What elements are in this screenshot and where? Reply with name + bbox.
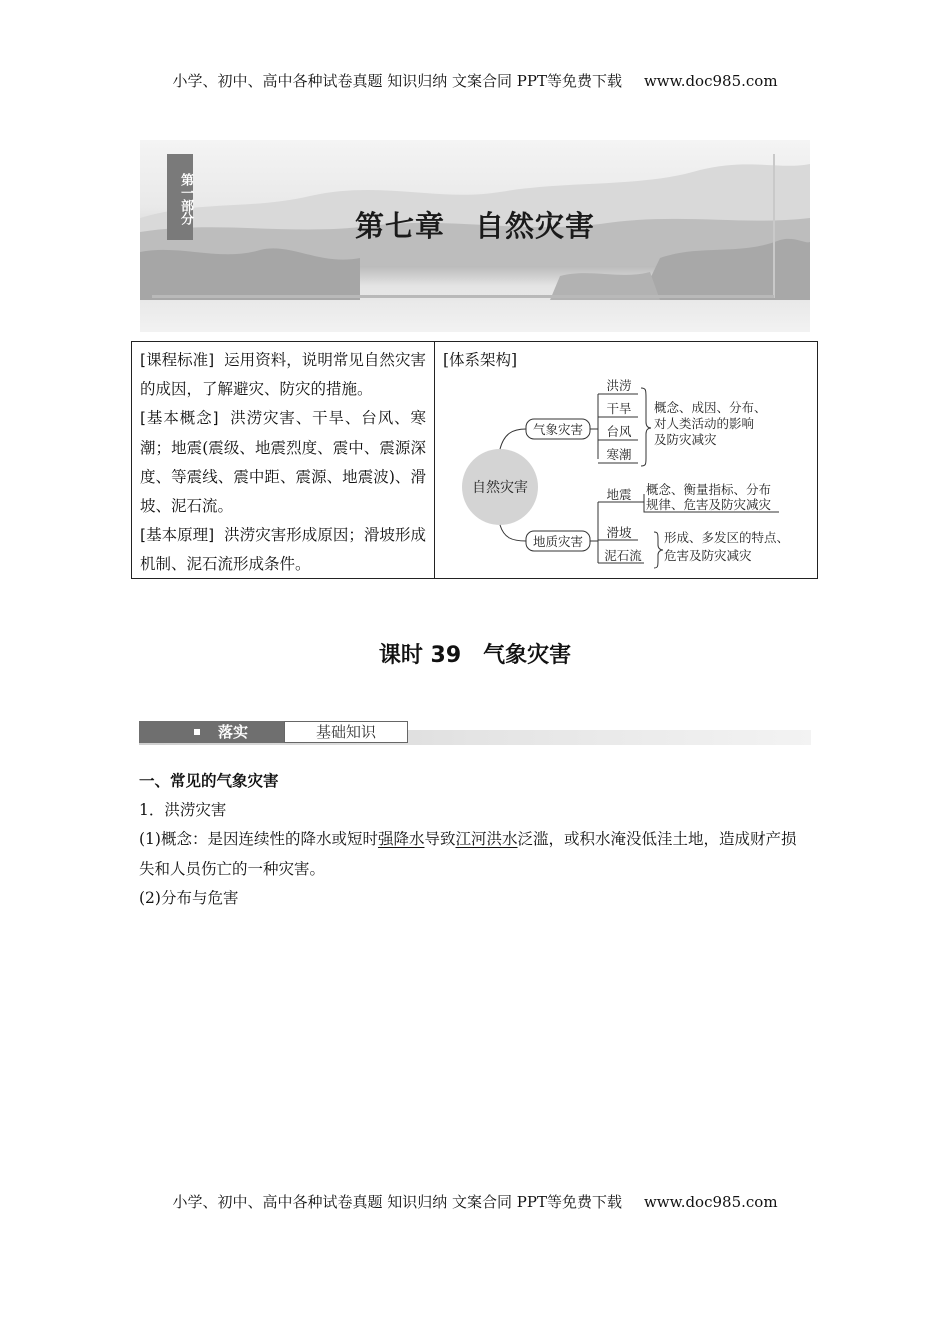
footer-site[interactable]: www.doc985.com (643, 1193, 778, 1211)
branch-geological-label: 地质灾害 (532, 534, 584, 549)
header-text: 小学、初中、高中各种试卷真题 知识归纳 文案合同 PPT等免费下载 (172, 72, 622, 90)
chapter-title: 第七章 自然灾害 (354, 209, 595, 243)
item-landslide: 滑坡 (606, 525, 632, 540)
banner-frame-bottom (152, 295, 774, 298)
item-earthquake: 地震 (606, 487, 632, 502)
paragraph-1 (139, 825, 811, 884)
item-coldwave: 寒潮 (606, 447, 632, 462)
basic-concepts-text: 洪涝灾害、干旱、台风、寒潮；地震(震级、地震烈度、震中、震源深度、等震线、震中距、震源、地震波)、滑坡、泥石流。 (140, 409, 426, 516)
other-note-2: 危害及防灾减灾 (664, 548, 752, 563)
basic-principles-label: [基本原理] (140, 526, 215, 545)
section-strip (139, 719, 811, 747)
p1-underline-1: 强降水 (377, 830, 425, 848)
system-column (434, 342, 819, 578)
item-flood: 洪涝 (606, 378, 632, 393)
square-bullet-icon (194, 729, 200, 735)
footer-text: 小学、初中、高中各种试卷真题 知识归纳 文案合同 PPT等免费下载 (172, 1193, 622, 1211)
paragraph-2: (2)分布与危害 (139, 889, 239, 907)
heading-text: 一、常见的气象灾害 (139, 772, 279, 790)
page-header (0, 70, 950, 91)
root-label: 自然灾害 (472, 480, 528, 496)
strip-left (139, 721, 284, 743)
p1-mid: 导致 (424, 830, 456, 848)
mind-map (434, 342, 819, 578)
system-label: [体系架构] (443, 351, 518, 369)
item-1: 1．洪涝灾害 (139, 801, 227, 819)
basic-concepts-label: [基本概念] (140, 409, 219, 428)
overview-box (131, 341, 818, 579)
course-standard-label: [课程标准] (140, 351, 215, 369)
item-debris-flow: 泥石流 (604, 548, 642, 563)
meteorological-note-3: 及防灾减灾 (654, 432, 717, 447)
meteorological-note-1: 概念、成因、分布、 (654, 400, 767, 415)
header-site[interactable]: www.doc985.com (643, 72, 778, 90)
p1-prefix: (1)概念：是因连续性的降水或短时 (139, 830, 378, 848)
earthquake-note-2: 规律、危害及防灾减灾 (646, 497, 772, 512)
item-typhoon: 台风 (606, 424, 632, 439)
strip-left-label: 落实 (218, 723, 249, 741)
earthquake-note-1: 概念、衡量指标、分布 (646, 482, 772, 497)
p1-underline-2: 江河洪水 (455, 830, 518, 848)
lesson-title: 课时 39 气象灾害 (378, 643, 572, 668)
standards-column (140, 346, 426, 580)
basic-principles-text: 洪涝灾害形成原因；滑坡形成机制、泥石流形成条件。 (140, 526, 426, 574)
chapter-banner (140, 140, 810, 332)
branch-meteorological-label: 气象灾害 (532, 422, 584, 437)
meteorological-note-2: 对人类活动的影响 (654, 416, 755, 431)
part-tag: 第一部分 (167, 154, 193, 240)
strip-right: 基础知识 (284, 721, 408, 743)
p1-suffix: 泛滥，或积水淹没低洼土地，造成财产损失和人员伤亡的一种灾害。 (139, 830, 797, 878)
other-note-1: 形成、多发区的特点、 (664, 530, 790, 545)
section-heading (139, 767, 811, 797)
item-drought: 干旱 (606, 401, 632, 416)
course-standard-text: 运用资料，说明常见自然灾害的成因，了解避灾、防灾的措施。 (140, 351, 426, 399)
page-footer (0, 1191, 950, 1212)
